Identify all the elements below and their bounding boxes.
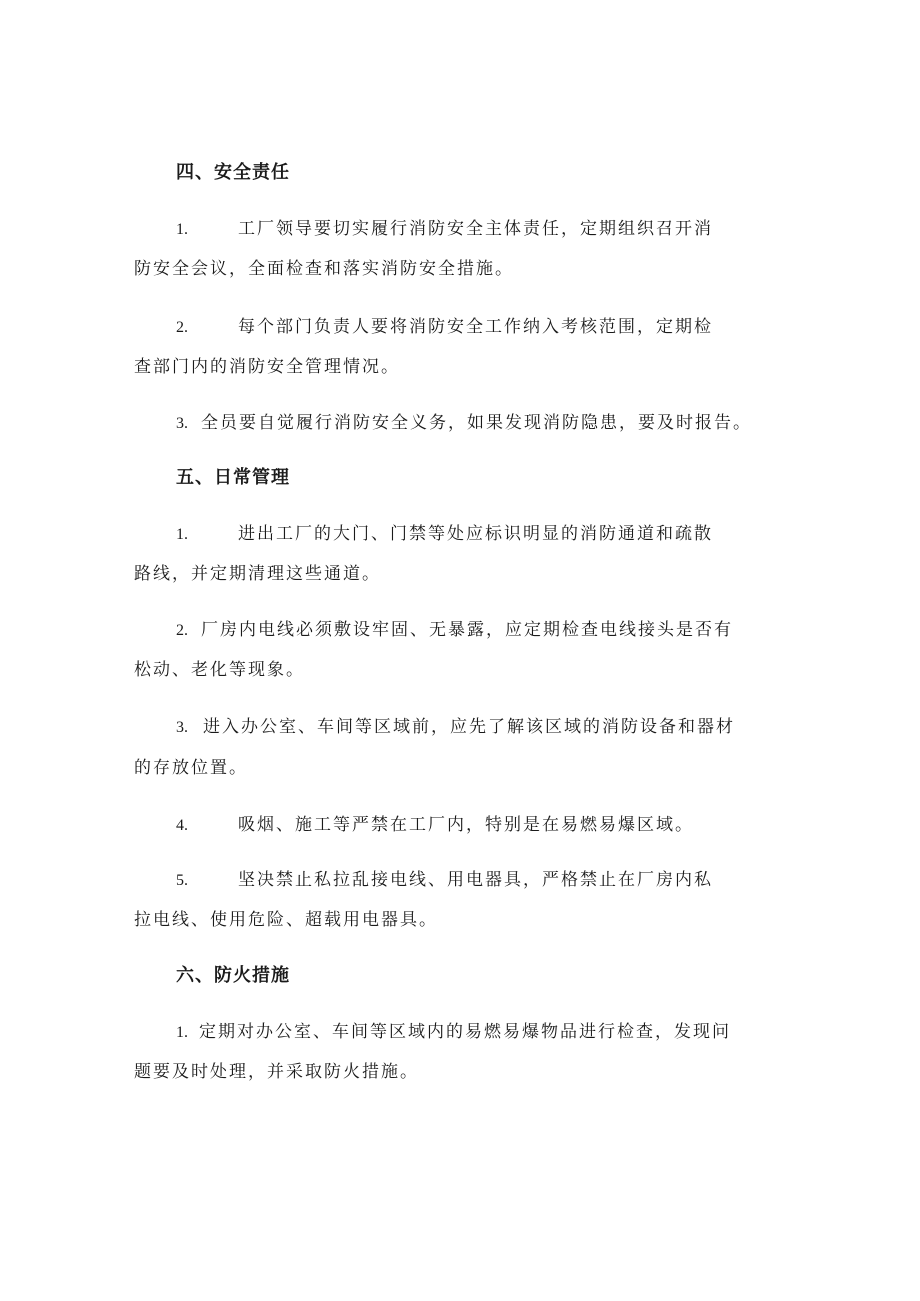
section-heading-fire-prevention: 六、防火措施 — [176, 965, 290, 986]
item-number: 1. — [176, 221, 188, 238]
item-number: 3. — [176, 415, 188, 432]
item-text-line: 定期对办公室、车间等区域内的易燃易爆物品进行检查，发现问 — [199, 1022, 731, 1042]
item-number: 2. — [176, 622, 188, 639]
item-text-line: 题要及时处理，并采取防火措施。 — [134, 1062, 419, 1082]
item-text-line: 的存放位置。 — [134, 758, 248, 778]
item-number: 4. — [176, 817, 188, 834]
item-text-line: 全员要自觉履行消防安全义务，如果发现消防隐患，要及时报告。 — [201, 413, 752, 433]
item-text-line: 厂房内电线必须敷设牢固、无暴露，应定期检查电线接头是否有 — [201, 620, 733, 640]
item-number: 1. — [176, 1024, 188, 1041]
item-text-line: 路线，并定期清理这些通道。 — [134, 564, 381, 584]
item-text-line: 进入办公室、车间等区域前，应先了解该区域的消防设备和器材 — [203, 717, 735, 737]
item-number: 1. — [176, 526, 188, 543]
item-text-line: 查部门内的消防安全管理情况。 — [134, 357, 400, 377]
item-text-line: 吸烟、施工等严禁在工厂内，特别是在易燃易爆区域。 — [238, 815, 694, 835]
item-text-line: 工厂领导要切实履行消防安全主体责任，定期组织召开消 — [238, 219, 713, 239]
item-text-line: 拉电线、使用危险、超载用电器具。 — [134, 910, 438, 930]
item-text-line: 松动、老化等现象。 — [134, 660, 305, 680]
item-number: 5. — [176, 872, 188, 889]
section-heading-safety-responsibility: 四、安全责任 — [176, 162, 290, 183]
item-text-line: 进出工厂的大门、门禁等处应标识明显的消防通道和疏散 — [238, 524, 713, 544]
item-text-line: 坚决禁止私拉乱接电线、用电器具，严格禁止在厂房内私 — [238, 870, 713, 890]
item-text-line: 防安全会议，全面检查和落实消防安全措施。 — [134, 259, 514, 279]
item-number: 2. — [176, 319, 188, 336]
section-heading-daily-management: 五、日常管理 — [176, 467, 290, 488]
item-number: 3. — [176, 719, 188, 736]
item-text-line: 每个部门负责人要将消防安全工作纳入考核范围，定期检 — [238, 317, 713, 337]
